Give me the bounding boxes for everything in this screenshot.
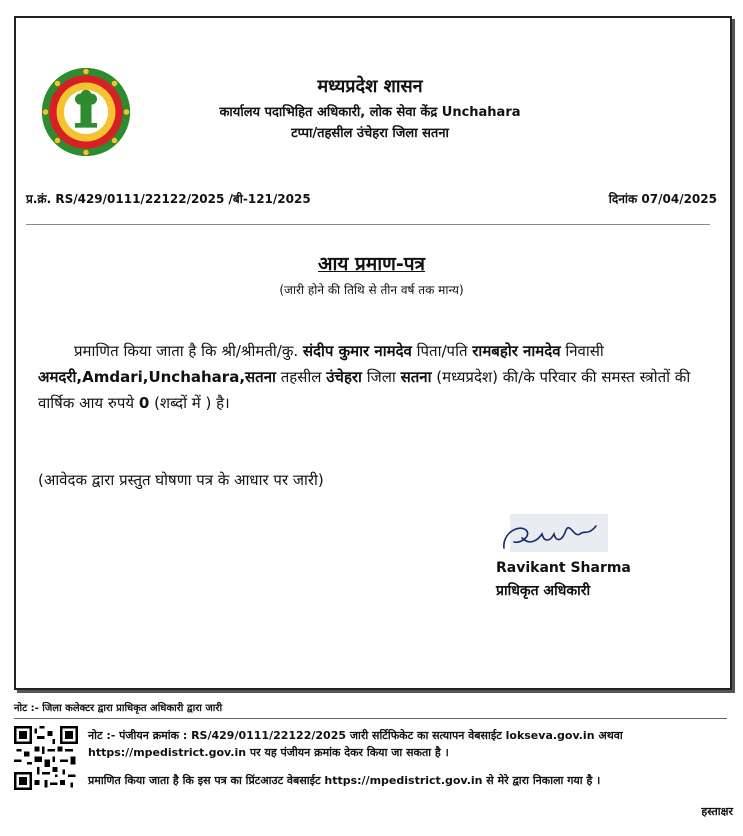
signatory-name: Ravikant Sharma [496, 560, 631, 576]
tehsil: उंचेहरा [326, 368, 362, 386]
body-text: पिता/पति [416, 342, 468, 360]
body-text: (मध्यप्रदेश) की/के परिवार की समस्त स्त्रोतों की वार्षिक आय रुपये [38, 368, 691, 412]
validity-note: (जारी होने की तिथि से तीन वर्ष तक मान्य) [279, 283, 464, 297]
body-text: जिला [366, 368, 396, 386]
signature-image [496, 512, 610, 556]
body-text: (शब्दों में ) है। [154, 394, 230, 412]
verification-note-line: नोट :- पंजीयन क्रमांक : RS/429/0111/22122/2025 जारी सर्टिफिकेट का सत्यापन वेबसाईट lokseva.gov.in अथवा [88, 729, 623, 742]
footer-divider [14, 718, 727, 719]
qr-code-icon [14, 726, 78, 790]
header-divider [26, 224, 710, 225]
government-title: मध्यप्रदेश शासन [317, 76, 423, 97]
district: सतना [400, 368, 432, 386]
printout-note: प्रमाणित किया जाता है कि इस पत्र का प्रिंटआउट वेबसाईट https://mpedistrict.gov.in से मेरे द्वारा निकाला गया है । [88, 774, 601, 787]
body-text: तहसील [280, 368, 322, 386]
applicant-name: संदीप कुमार नामदेव [302, 342, 412, 360]
verification-note-line: https://mpedistrict.gov.in पर यह पंजीयन क्रमांक देकर किया जा सकता है । [88, 746, 449, 759]
certificate-title-text: आय प्रमाण-पत्र [317, 253, 426, 275]
signature-label: हस्ताक्षर [701, 805, 733, 818]
address: अमदरी,Amdari,Unchahara,सतना [38, 368, 276, 386]
certificate-title [0, 250, 743, 276]
income-amount: 0 [138, 394, 150, 412]
body-text: प्रमाणित किया जाता है कि श्री/श्रीमती/कु. [74, 342, 299, 360]
mp-government-emblem-icon [40, 66, 132, 158]
body-text: निवासी [565, 342, 604, 360]
office-name: कार्यालय पदाभिहित अधिकारी, लोक सेवा केंद्र Unchahara [219, 105, 521, 120]
father-name: रामबहोर नामदेव [472, 342, 561, 360]
certificate-body [38, 338, 702, 416]
reference-number: प्र.क्रं. RS/429/0111/22122/2025 /बी-121/2025 [26, 192, 311, 206]
collector-note: नोट :- जिला कलेक्टर द्वारा प्राधिकृत अधिकारी द्वारा जारी [14, 703, 223, 714]
tehsil-district-line: टप्पा/तहसील उंचेहरा जिला सतना [291, 126, 449, 141]
issue-date: दिनांक 07/04/2025 [608, 192, 717, 206]
verification-note [88, 727, 688, 761]
issue-basis-note: (आवेदक द्वारा प्रस्तुत घोषणा पत्र के आधार पर जारी) [38, 471, 324, 489]
signatory-designation: प्राधिकृत अधिकारी [496, 583, 591, 599]
